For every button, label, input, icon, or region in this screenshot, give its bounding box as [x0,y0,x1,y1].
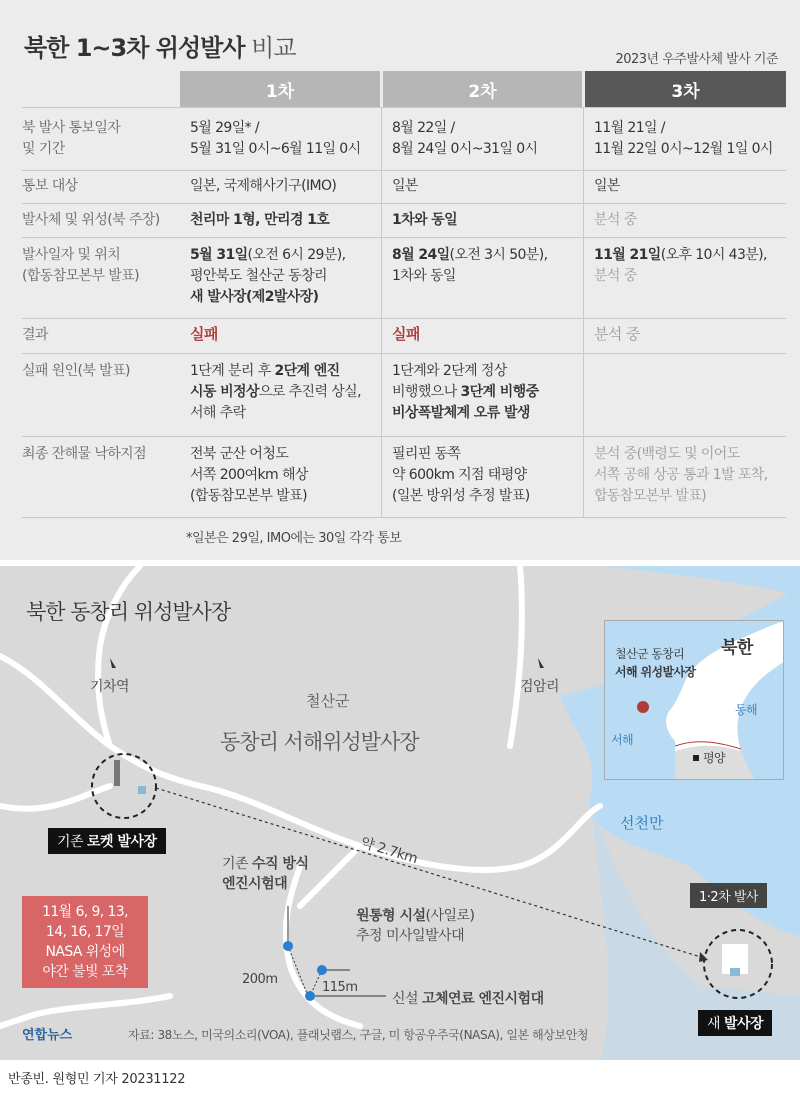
cell-bold: 비상폭발체계 오류 발생 [392,405,530,421]
map-panel [0,566,800,1060]
cell-2 [392,361,590,424]
cell-bold: 3단계 비행중 [460,384,539,400]
cell-1 [190,210,388,231]
cell-line: 11월 22일 0시~12월 1일 0시 [594,141,773,157]
nasa-note-line: NASA 위성에 [45,944,125,960]
row-label: 결과 [22,327,48,343]
new-pad-tag-main: 발사장 [723,1016,764,1032]
row-label: 최종 잔해물 낙하지점 [22,446,147,462]
cell-1 [190,444,388,507]
nasa-note-line: 야간 불빛 포착 [42,964,128,980]
row-label: 발사체 및 위성(북 주장) [22,212,160,228]
sea-area [600,566,800,596]
cell-3 [594,324,792,346]
cell-2 [392,210,590,231]
old-pad-structure [138,786,146,794]
title-light: 비교 [251,34,296,62]
cell-line: (일본 방위성 추정 발표) [392,488,530,504]
new-pad-tag [698,1010,772,1036]
cell-line: 5월 31일 0시~6월 11일 0시 [190,141,361,157]
table-row [22,107,786,169]
vertical-test-dot [283,941,293,951]
table-row [22,203,786,236]
cell-line: 1차와 동일 [392,268,456,284]
basis-note: 2023년 우주발사체 발사 기준 [615,52,778,67]
column-header-1: 1차 [180,71,380,107]
new-pad-structure [730,968,740,976]
distance-label: 약 2.7km [358,834,420,868]
old-pad-tag-prefix: 기존 [57,834,87,850]
cell-2 [392,245,590,287]
cell-text: 비행했으나 [392,384,461,400]
cell-2 [392,118,590,160]
map-title: 북한 동창리 위성발사장 [26,600,231,624]
launch-date: 11월 21일 [594,247,661,263]
launch-time: (오전 6시 29분), [247,247,346,263]
distance-200m: 200m [242,972,278,987]
cell-line: 새 발사장(제2발사장) [190,289,319,305]
nasa-note-line: 11월 6, 9, 13, [42,904,128,920]
cell-bold: 2단계 엔진 [274,363,340,379]
table-row [22,237,786,317]
solid-test-dot [305,991,315,1001]
silo-label [356,906,475,946]
silo-main: 원통형 시설 [356,908,426,924]
source-note: 자료: 38노스, 미국의소리(VOA), 플래닛랩스, 구글, 미 항공우주국(NASA), 일본 해상보안청 [128,1028,589,1042]
launch-date: 8월 24일 [392,247,450,263]
cell-bold: 1차와 동일 [392,212,458,228]
cell-text: 으로 추진력 상실, [258,384,361,400]
cell-3: 일본 [594,178,620,194]
page-title [24,28,296,63]
cell-3 [594,245,792,287]
cell-line: 8월 22일 / [392,120,455,136]
row-label [22,245,180,287]
cell-bold: 천리마 1형, 만리경 1호 [190,212,330,228]
arrow-geomri-icon [538,658,544,668]
cell-line: 필리핀 동쪽 [392,446,461,462]
result-pending: 분석 중 [594,325,640,343]
launch-date: 5월 31일 [190,247,248,263]
cell-2 [392,444,590,507]
row-label: 통보 대상 [22,178,78,194]
launch-12-tag: 1·2차 발사 [690,883,767,908]
credit-date: 20231122 [121,1072,186,1087]
table-row [22,353,786,435]
credit-authors: 반종빈. 원형민 기자 [8,1072,118,1087]
cell-2: 일본 [392,178,418,194]
inset-west-label: 서해 [611,733,633,747]
county-label: 철산군 [306,692,350,710]
vertical-prefix: 기존 [222,856,252,872]
cell-line: 서쪽 공해 상공 통과 1발 포착, [594,467,768,483]
solid-prefix: 신설 [392,991,422,1007]
nasa-note-line: 14, 16, 17일 [45,924,125,940]
row-label-line: 발사일자 및 위치 [22,247,121,263]
cell-text: 1단계와 2단계 정상 [392,363,507,379]
row-label: 실패 원인(북 발표) [22,363,130,379]
row-label-line: 북 발사 통보일자 [22,120,121,136]
cell-1: 일본, 국제해사기구(IMO) [190,178,337,194]
cell-1 [190,245,388,308]
row-label-line: (합동참모본부 발표) [22,268,139,284]
result-failure: 실패 [190,325,218,343]
inset-east-label: 동해 [735,703,757,717]
cell-3 [594,210,792,231]
column-header-2: 2차 [383,71,582,107]
column-header-3: 3차 [585,71,786,107]
cell-3 [594,444,792,507]
inset-nk-label: 북한 [721,638,753,658]
pyongyang-marker [693,755,699,761]
vertical-main: 수직 방식 [252,856,309,872]
cell-line: 전북 군산 어청도 [190,446,289,462]
yonhap-logo: 연합뉴스 [22,1028,73,1043]
vertical-test-label [222,854,308,894]
cell-line: 분석 중(백령도 및 이어도 [594,446,740,462]
cell-line: 평안북도 철산군 동창리 [190,268,327,284]
inset-county-label: 철산군 동창리 [615,647,685,661]
cell-3 [594,118,792,160]
cell-line: 서쪽 200여km 해상 [190,467,308,483]
table-row [22,318,786,352]
vertical-main-2: 엔진시험대 [222,876,288,892]
nasa-note-box [22,896,148,988]
silo-sub: 추정 미사일발사대 [356,928,465,944]
silo-dot [317,965,327,975]
row-label [22,118,180,160]
geomri-label: 검암리 [520,679,560,695]
result-failure: 실패 [392,325,420,343]
cell-text: 서해 추락 [190,405,246,421]
credit [8,1068,185,1087]
cell-1 [190,118,388,160]
old-pad-tag [48,828,166,854]
solid-main: 고체연료 엔진시험대 [422,991,544,1007]
cell-2 [392,324,590,346]
cell-line: 합동참모본부 발표) [594,488,707,504]
distance-115m: 115m [322,980,358,995]
cell-line: 5월 29일* / [190,120,259,136]
cell-line: 약 600km 지점 태평양 [392,467,527,483]
cell-text: 1단계 분리 후 [190,363,275,379]
site-label: 동창리 서해위성발사장 [220,730,419,754]
cell-line: 8월 24일 0시~31일 0시 [392,141,538,157]
table-row [22,436,786,518]
solid-test-label [392,988,544,1008]
cell-line: 11월 21일 / [594,120,665,136]
cell-line: (합동참모본부 발표) [190,488,307,504]
inset-map [604,620,784,780]
inset-pyongyang-label: 평양 [703,751,725,765]
old-pad-tag-main: 로켓 발사장 [87,834,157,850]
table-row [22,170,786,202]
station-label: 기차역 [90,679,130,695]
silo-paren: (사일로) [425,908,475,924]
bay-label: 선천만 [620,814,664,832]
inset-site-marker [637,701,649,713]
cell-1 [190,361,388,424]
row-label-line: 및 기간 [22,141,65,157]
inset-site-label: 서해 위성발사장 [615,665,696,679]
arrow-station-icon [110,658,116,668]
cell-bold: 시동 비정상 [190,384,259,400]
launch-time: (오전 3시 50분), [449,247,548,263]
launch-time: (오후 10시 43분), [660,247,767,263]
new-pad-tag-prefix: 새 [707,1016,724,1032]
title-bold: 북한 1~3차 위성발사 [24,34,245,62]
old-pad-tower [114,760,120,786]
cell-line: 분석 중 [594,268,637,284]
cell-gray: 분석 중 [594,212,637,228]
footnote: *일본은 29일, IMO에는 30일 각각 통보 [186,531,402,546]
cell-1 [190,324,388,346]
